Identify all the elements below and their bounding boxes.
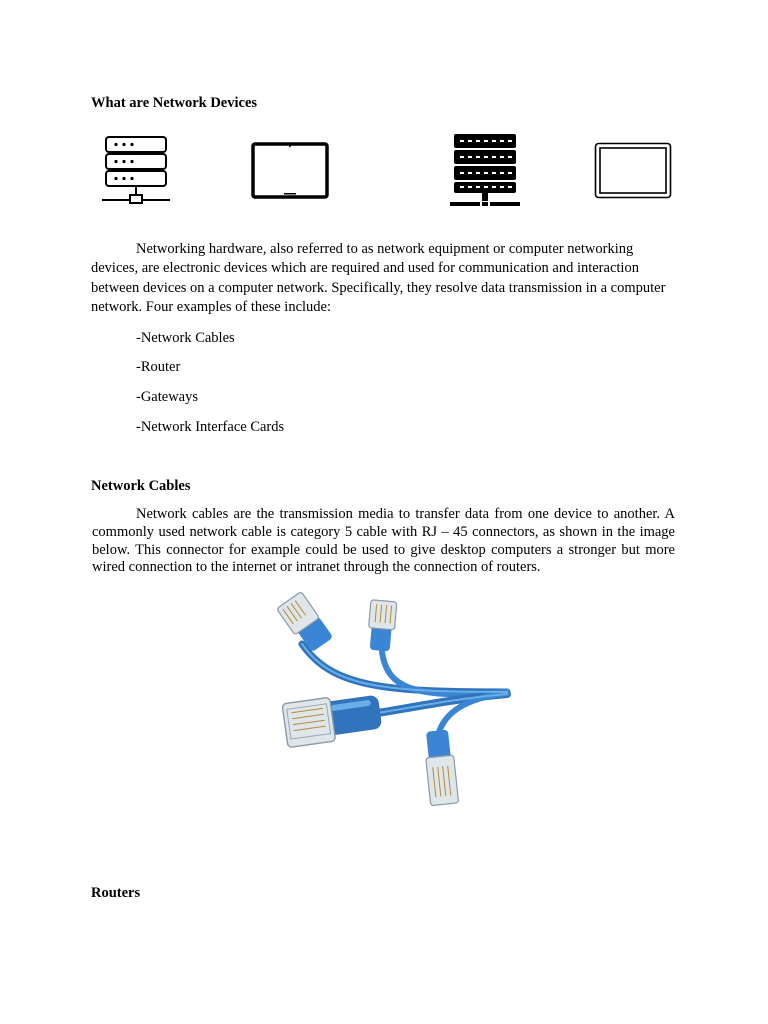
cables-paragraph bbox=[92, 506, 675, 577]
server-rack-filled-icon bbox=[449, 132, 521, 210]
monitor-outline-icon bbox=[593, 141, 673, 201]
network-server-outline-icon bbox=[100, 133, 172, 207]
heading-routers: Routers bbox=[91, 885, 141, 901]
list-item: -Network Interface Cards bbox=[136, 419, 285, 435]
list-item: -Network Cables bbox=[136, 330, 235, 346]
cables-paragraph-text: Network cables are the transmission media to transfer data from one device to another. A commonly used network cable is category 5 cable with RJ – 45 connectors, as shown in the image below. This connector for example could be used to give desktop computers a stronger but more wired connection to the internet or intranet through the connection of routers. bbox=[92, 506, 675, 576]
tablet-outline-icon bbox=[250, 141, 330, 201]
intro-paragraph-text: Networking hardware, also referred to as network equipment or computer networking devices, are electronic devices which are required and used for communication and interaction between devices on a computer network. Specifically, they resolve data transmission in a computer network. Four examples of these include: bbox=[91, 241, 666, 315]
heading-network-cables: Network Cables bbox=[91, 478, 191, 494]
heading-network-devices: What are Network Devices bbox=[91, 95, 258, 111]
ethernet-cables-image bbox=[262, 592, 514, 814]
list-item: -Gateways bbox=[136, 389, 199, 405]
list-item: -Router bbox=[136, 359, 181, 375]
intro-paragraph bbox=[91, 240, 676, 317]
